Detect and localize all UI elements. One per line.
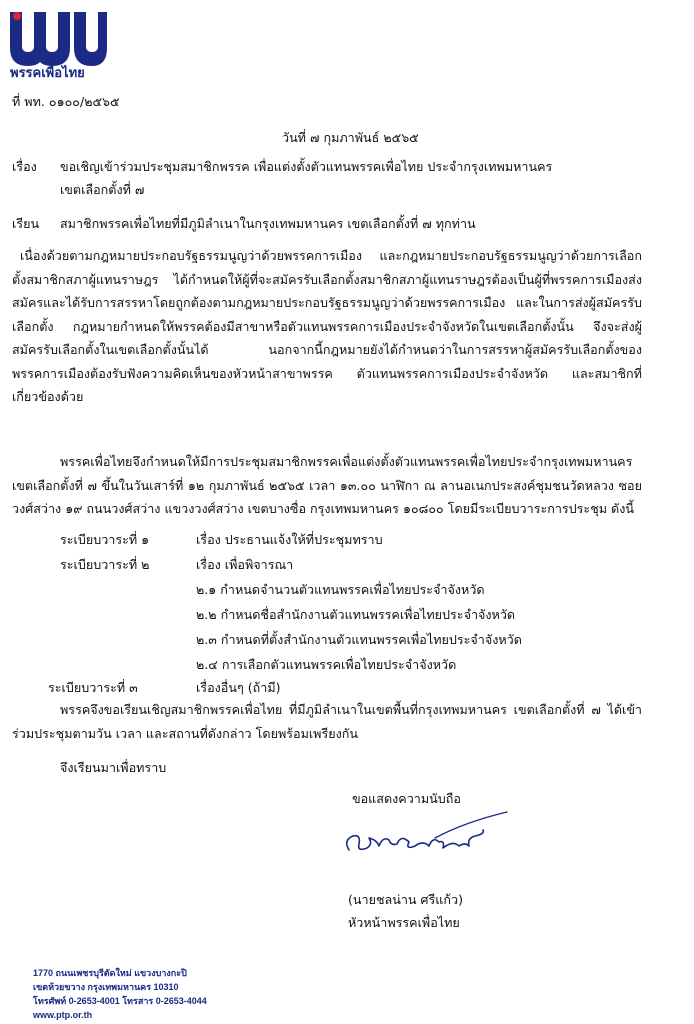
recipient-text: สมาชิกพรรคเพื่อไทยที่มีภูมิลำเนาในกรุงเทพมหานคร เขตเลือกตั้งที่ ๗ ทุกท่าน xyxy=(60,216,476,231)
closing-paragraph: พรรคจึงขอเรียนเชิญสมาชิกพรรคเพื่อไทย ที่มีภูมิลำเนาในเขตพื้นที่กรุงเทพมหานคร เขตเลือกตั้งที่ ๗ ได้เข้าร่วมประชุมตามวัน เวลา และสถานที่ดังกล่าว โดยพร้อมเพรียงกัน xyxy=(12,702,642,741)
closing-regards: ขอแสดงความนับถือ xyxy=(352,791,461,806)
agenda-item-1-label: ระเบียบวาระที่ ๑ xyxy=(60,532,150,547)
agenda-item-3-label: ระเบียบวาระที่ ๓ xyxy=(48,680,138,695)
subject-label: เรื่อง xyxy=(12,159,37,174)
footer-website: www.ptp.or.th xyxy=(33,1010,93,1020)
reference-number: ที่ พท. ๐๑๐๐/๒๕๖๕ xyxy=(12,94,120,109)
recipient-label: เรียน xyxy=(12,216,40,231)
agenda-item-3-topic: เรื่องอื่นๆ (ถ้ามี) xyxy=(196,680,281,695)
agenda-sub-item: ๒.๓ กำหนดที่ตั้งสำนักงานตัวแทนพรรคเพื่อไทยประจำจังหวัด xyxy=(196,632,522,647)
subject-line-1: ขอเชิญเข้าร่วมประชุมสมาชิกพรรค เพื่อแต่งตั้งตัวแทนพรรคเพื่อไทย ประจำกรุงเทพมหานคร xyxy=(60,159,553,174)
letter-date: วันที่ ๗ กุมภาพันธ์ ๒๕๖๕ xyxy=(282,130,419,145)
agenda-item-1-topic: เรื่อง ประธานแจ้งให้ที่ประชุมทราบ xyxy=(196,532,383,547)
signature xyxy=(335,808,520,868)
signer-name: (นายชลน่าน ศรีแก้ว) xyxy=(348,892,464,907)
signer-title: หัวหน้าพรรคเพื่อไทย xyxy=(348,915,460,930)
closing-inform: จึงเรียนมาเพื่อทราบ xyxy=(60,760,167,775)
agenda-sub-item: ๒.๔ การเลือกตัวแทนพรรคเพื่อไทยประจำจังหวัด xyxy=(196,657,457,672)
agenda-item-2-label: ระเบียบวาระที่ ๒ xyxy=(60,557,150,572)
body-paragraph-1: เนื่องด้วยตามกฎหมายประกอบรัฐธรรมนูญว่าด้วยพรรคการเมือง และกฎหมายประกอบรัฐธรรมนูญว่าด้วยการเลือกตั้งสมาชิกสภาผู้แทนราษฎร ได้กำหนดให้ผู้ที่จะสมัครรับเลือกตั้งสมาชิกสภาผู้แทนราษฎรต้องเป็นผู้ที่พรรคการเมืองส่งสมัครและได้รับการสรรหาโดยถูกต้องตามกฎหมายประกอบรัฐธรรมนูญว่าด้วยพรรคการเมือง และในการส่งผู้สมัครรับเลือกตั้ง กฎหมายกำหนดให้พรรคต้องมีสาขาหรือตัวแทนพรรคการเมืองประจำจังหวัดในเขตเลือกตั้งนั้น จึงจะส่งผู้สมัครรับเลือกตั้งในเขตเลือกตั้งนั้นได้ นอกจากนี้กฎหมายยังได้กำหนดว่าในการสรรหาผู้สมัครรับเลือกตั้งของพรรคการเมืองต้องรับฟังความคิดเห็นของหัวหน้าสาขาพรรค ตัวแทนพรรคการเมืองประจำจังหวัด และสมาชิกที่เกี่ยวข้องด้วย xyxy=(12,248,642,404)
footer-address-line-1: 1770 ถนนเพชรบุรีตัดใหม่ แขวงบางกะปิ xyxy=(33,968,187,978)
subject-line-2: เขตเลือกตั้งที่ ๗ xyxy=(60,182,145,197)
body-paragraph-2: พรรคเพื่อไทยจึงกำหนดให้มีการประชุมสมาชิกพรรคเพื่อแต่งตั้งตัวแทนพรรคเพื่อไทยประจำกรุงเทพมหานคร เขตเลือกตั้งที่ ๗ ขึ้นในวันเสาร์ที่ ๑๒ กุมภาพันธ์ ๒๕๖๕ เวลา ๑๓.๐๐ นาฬิกา ณ ลานอเนกประสงค์ชุมชนวัดหลวง ซอยวงศ์สว่าง ๑๙ ถนนวงศ์สว่าง แขวงวงศ์สว่าง เขตบางซื่อ กรุงเทพมหานคร ๑๐๘๐๐ โดยมีระเบียบวาระการประชุม ดังนี้ xyxy=(12,454,642,516)
agenda-sub-item: ๒.๒ กำหนดชื่อสำนักงานตัวแทนพรรคเพื่อไทยประจำจังหวัด xyxy=(196,607,516,622)
agenda-item-2-topic: เรื่อง เพื่อพิจารณา xyxy=(196,557,294,572)
agenda-sub-item: ๒.๑ กำหนดจำนวนตัวแทนพรรคเพื่อไทยประจำจังหวัด xyxy=(196,582,485,597)
party-name: พรรคเพื่อไทย xyxy=(10,66,85,81)
footer-phone-fax: โทรศัพท์ 0-2653-4001 โทรสาร 0-2653-4044 xyxy=(33,996,207,1006)
letterhead-footer xyxy=(33,966,207,1022)
footer-address-line-2: เขตห้วยขวาง กรุงเทพมหานคร 10310 xyxy=(33,982,179,992)
